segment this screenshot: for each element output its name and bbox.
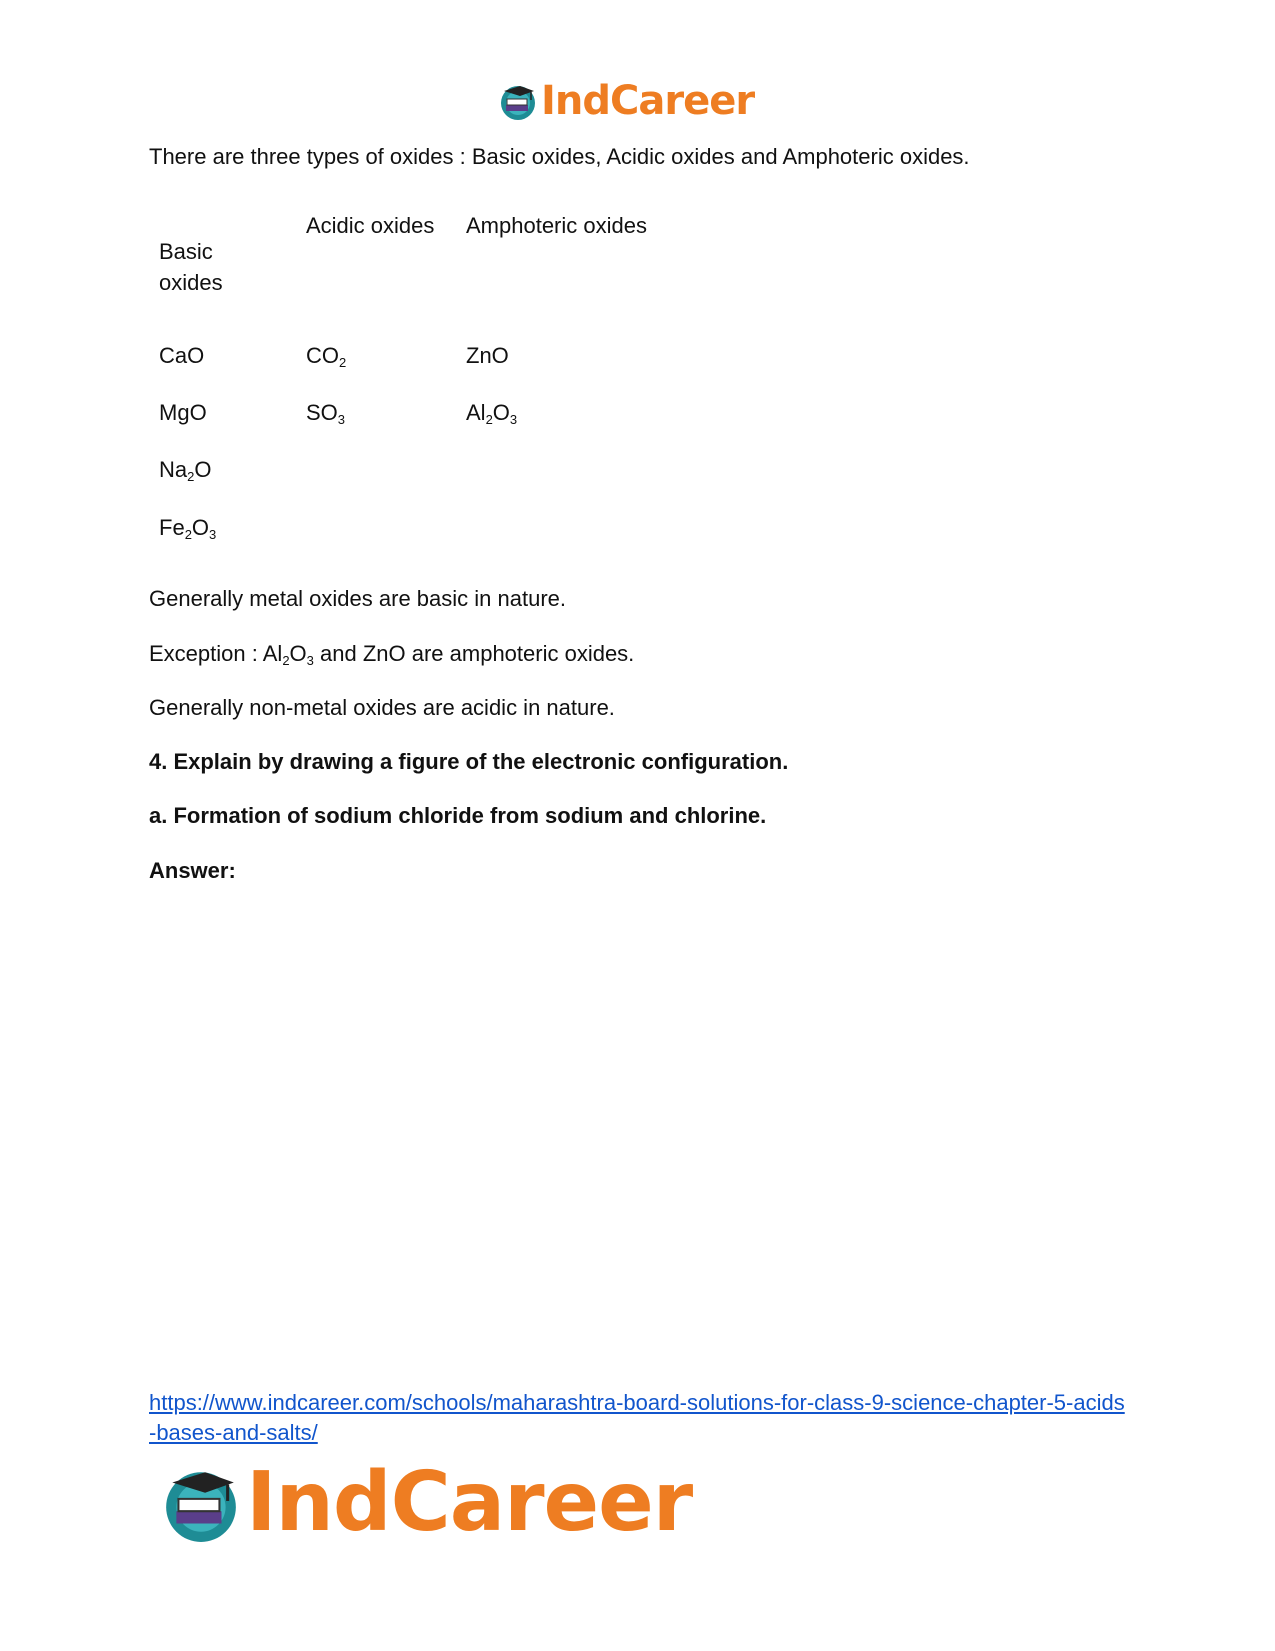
indcareer-logo-bottom xyxy=(160,1455,693,1550)
note-metal-oxides: Generally metal oxides are basic in nature. xyxy=(149,586,566,611)
brand-name: IndCareer xyxy=(541,78,755,124)
header-acidic: Acidic oxides xyxy=(306,213,435,238)
cell-amphoteric-1: ZnO xyxy=(466,343,509,368)
header-basic-line1: Basic xyxy=(159,239,213,264)
cell-acidic-1: $CO_2$ xyxy=(306,343,347,370)
header-basic-line2: oxides xyxy=(159,270,223,295)
footer-link[interactable]: https://www.indcareer.com/schools/maharashtra-board-solutions-for-class-9-science-chapter-5-acids-bases-and-salts/ xyxy=(149,1390,1125,1445)
cell-acidic-2: $SO_3$ xyxy=(306,400,346,427)
cell-amphoteric-2: $Al_2O_3$ xyxy=(466,400,518,427)
header-basic xyxy=(159,236,223,298)
intro-text: There are three types of oxides : Basic oxides, Acidic oxides and Amphoteric oxides. xyxy=(149,144,970,169)
graduation-cap-books-globe-icon xyxy=(498,81,538,121)
note-exception: Exception : $Al_2O_3$ and ZnO are amphoteric oxides. xyxy=(149,641,635,668)
cell-basic-2: MgO xyxy=(159,400,207,425)
question-heading: 4. Explain by drawing a figure of the electronic configuration. xyxy=(149,749,789,774)
brand-name: IndCareer xyxy=(246,1455,693,1550)
answer-label: Answer: xyxy=(149,858,236,883)
note-nonmetal-oxides: Generally non-metal oxides are acidic in nature. xyxy=(149,695,615,720)
subquestion-heading: a. Formation of sodium chloride from sodium and chlorine. xyxy=(149,803,767,828)
graduation-cap-books-globe-icon xyxy=(160,1462,242,1544)
indcareer-logo-top xyxy=(498,78,754,124)
cell-basic-1: CaO xyxy=(159,343,205,368)
cell-basic-3: $Na_2O$ xyxy=(159,457,212,484)
cell-basic-4: $Fe_2O_3$ xyxy=(159,515,217,542)
header-amphoteric: Amphoteric oxides xyxy=(466,213,647,238)
